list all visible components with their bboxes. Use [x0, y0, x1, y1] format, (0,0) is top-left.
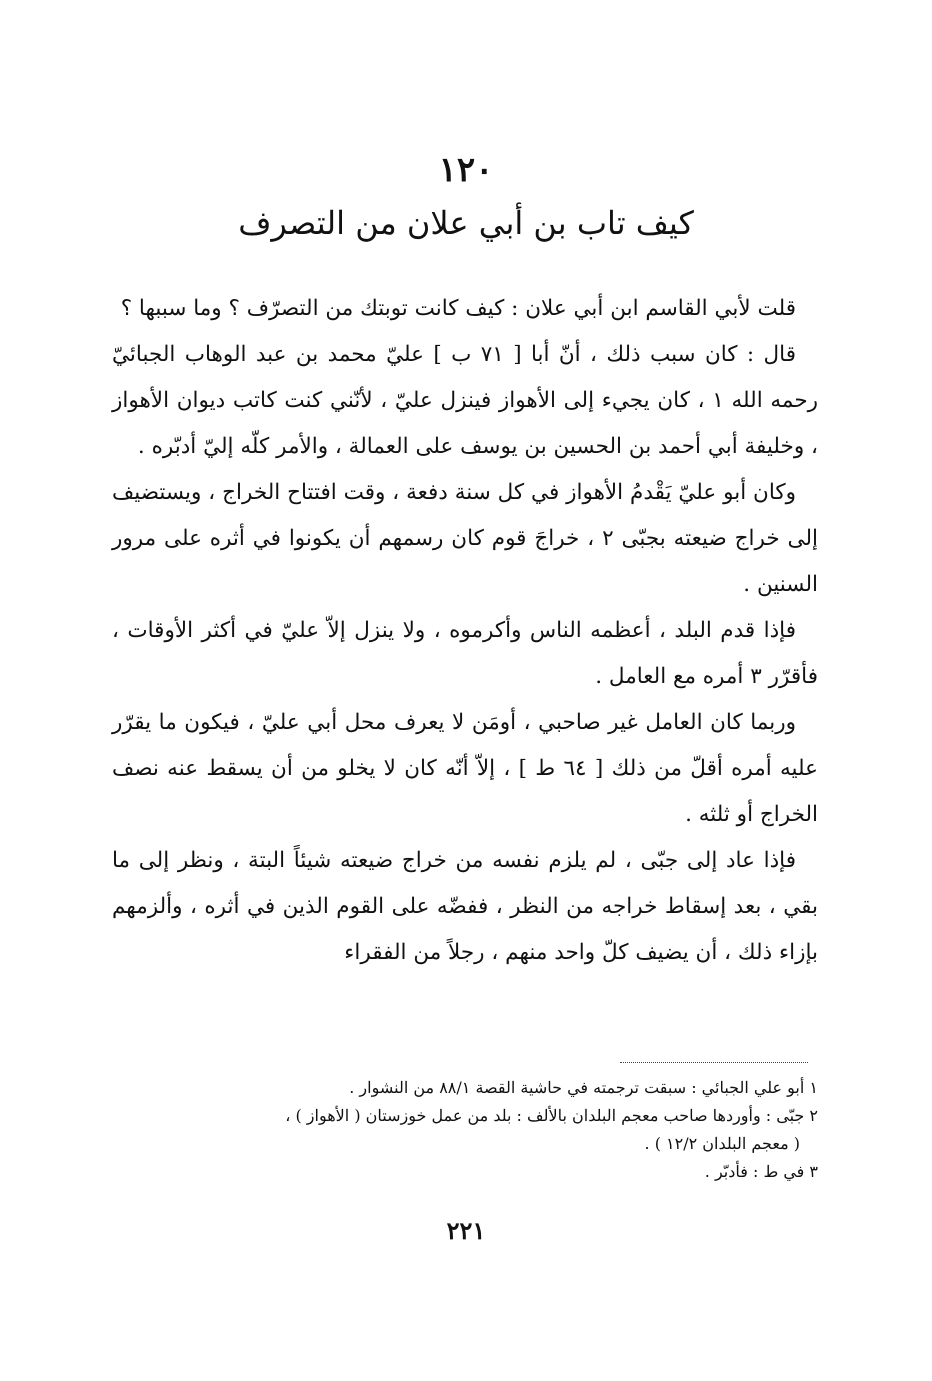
chapter-number: ١٢٠	[438, 150, 494, 190]
footnote: ١ أبو علي الجبائي : سبقت ترجمته في حاشية القصة ٨٨/١ من النشوار .	[349, 1078, 818, 1097]
footnote: ٢ جبّى : وأوردها صاحب معجم البلدان بالألف : بلد من عمل خوزستان ( الأهواز ) ،	[285, 1106, 818, 1125]
chapter-title: كيف تاب بن أبي علان من التصرف	[238, 204, 694, 242]
paragraph: فإذا عاد إلى جبّى ، لم يلزم نفسه من خراج ضيعته شيئاً البتة ، ونظر إلى ما بقي ، بعد إسقاط خراجه من النظر ، ففضّه على القوم الذين في أثره ، وألزمهم بإزاء ذلك ، أن يضيف كلّ واحد منهم ، رجلاً من الفقراء	[112, 848, 818, 965]
footnote-divider	[620, 1062, 808, 1063]
footnote: ٣ في ط : فأدبّر .	[704, 1162, 818, 1181]
footnotes	[112, 1074, 818, 1186]
paragraph: قلت لأبي القاسم ابن أبي علان : كيف كانت توبتك من التصرّف ؟ وما سببها ؟	[120, 296, 796, 321]
paragraph: وكان أبو عليّ يَقْدمُ الأهواز في كل سنة دفعة ، وقت افتتاح الخراج ، ويستضيف إلى خراج ضيعته بجبّى ٢ ، خراجَ قوم كان رسمهم أن يكونوا في أثره على مرور السنين .	[112, 480, 819, 597]
paragraph: قال : كان سبب ذلك ، أنّ أبا [ ٧١ ب ] عليّ محمد بن عبد الوهاب الجبائيّ رحمه الله ١ ، كان يجيء إلى الأهواز فينزل عليّ ، لأنّني كنت كاتب ديوان الأهواز ، وخليفة أبي أحمد بن الحسين بن يوسف على العمالة ، والأمر كلّه إليّ أدبّره .	[112, 342, 819, 459]
footnote-continuation: ( معجم البلدان ١٢/٢ ) .	[644, 1134, 800, 1153]
page-number: ٢٢١	[446, 1216, 486, 1245]
paragraph: وربما كان العامل غير صاحبي ، أومَن لا يعرف محل أبي عليّ ، فيكون ما يقرّر عليه أمره أقلّ من ذلك [ ٦٤ ط ] ، إلاّ أنّه كان لا يخلو من أن يسقط عنه نصف الخراج أو ثلثه .	[112, 710, 818, 827]
body-text	[112, 286, 818, 976]
paragraph: فإذا قدم البلد ، أعظمه الناس وأكرموه ، ولا ينزل إلاّ عليّ في أكثر الأوقات ، فأقرّر ٣ أمره مع العامل .	[112, 618, 818, 689]
